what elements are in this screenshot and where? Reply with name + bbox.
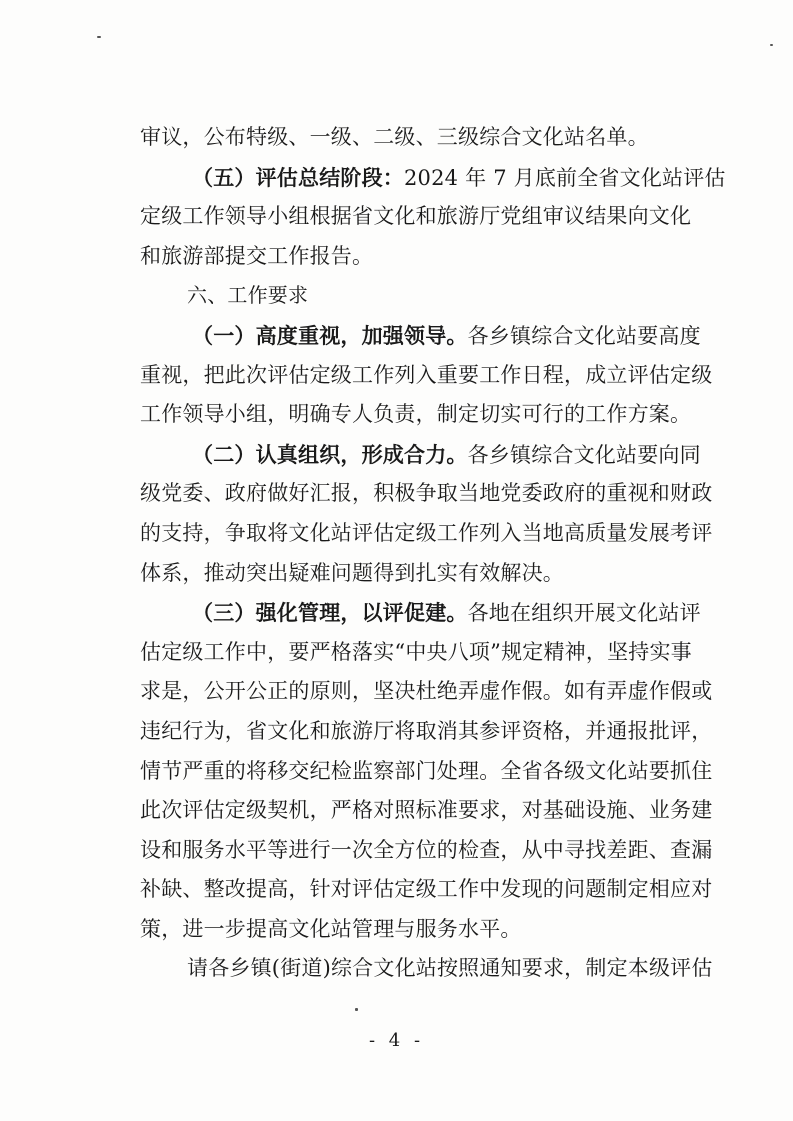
text-line: 设和服务水平等进行一次全方位的检查，从中寻找差距、查漏: [140, 837, 713, 862]
text-line: 此次评估定级契机，严格对照标准要求，对基础设施、业务建: [140, 798, 713, 823]
text-line: 情节严重的将移交纪检监察部门处理。全省各级文化站要抓住: [140, 758, 713, 783]
text-line: 请各乡镇(街道)综合文化站按照通知要求，制定本级评估: [187, 956, 713, 981]
page-number: - 4 -: [368, 1030, 425, 1051]
text-line: 补缺、整改提高，针对评估定级工作中发现的问题制定相应对: [140, 877, 713, 902]
body-text: [140, 118, 726, 989]
scan-speck: [355, 1008, 358, 1011]
text-line: 定级工作领导小组根据省文化和旅游厅党组审议结果向文化: [140, 204, 692, 229]
text-line: （二）认真组织，形成合力。各乡镇综合文化站要向同: [192, 441, 701, 467]
text-line: 审议，公布特级、一级、二级、三级综合文化站名单。: [140, 125, 649, 149]
text-line: 重视，把此次评估定级工作列入重要工作日程，成立评估定级: [140, 362, 713, 387]
section-heading: 六、工作要求: [187, 283, 309, 308]
scan-speck: [770, 44, 773, 46]
text-line: 的支持，争取将文化站评估定级工作列入当地高质量发展考评: [140, 520, 713, 545]
text-line: （五）评估总结阶段：2024 年 7 月底前全省文化站评估: [192, 164, 726, 190]
text-line: 工作领导小组，明确专人负责，制定切实可行的工作方案。: [140, 402, 692, 427]
text-line: 和旅游部提交工作报告。: [140, 243, 374, 268]
text-line: （三）强化管理，以评促建。各地在组织开展文化站评: [192, 600, 701, 626]
text-line: 估定级工作中，要严格落实“中央八项”规定精神，坚持实事: [140, 639, 692, 664]
text-line: 求是，公开公正的原则，坚决杜绝弄虚作假。如有弄虚作假或: [140, 679, 713, 704]
text-line: 体系，推动突出疑难问题得到扎实有效解决。: [140, 560, 564, 585]
text-line: 策，进一步提高文化站管理与服务水平。: [140, 916, 522, 941]
scan-speck: [97, 36, 101, 38]
text-line: 违纪行为，省文化和旅游厅将取消其参评资格，并通报批评，: [140, 718, 713, 743]
text-line: 级党委、政府做好汇报，积极争取当地党委政府的重视和财政: [140, 481, 713, 506]
text-line: （一）高度重视，加强领导。各乡镇综合文化站要高度: [192, 322, 701, 348]
